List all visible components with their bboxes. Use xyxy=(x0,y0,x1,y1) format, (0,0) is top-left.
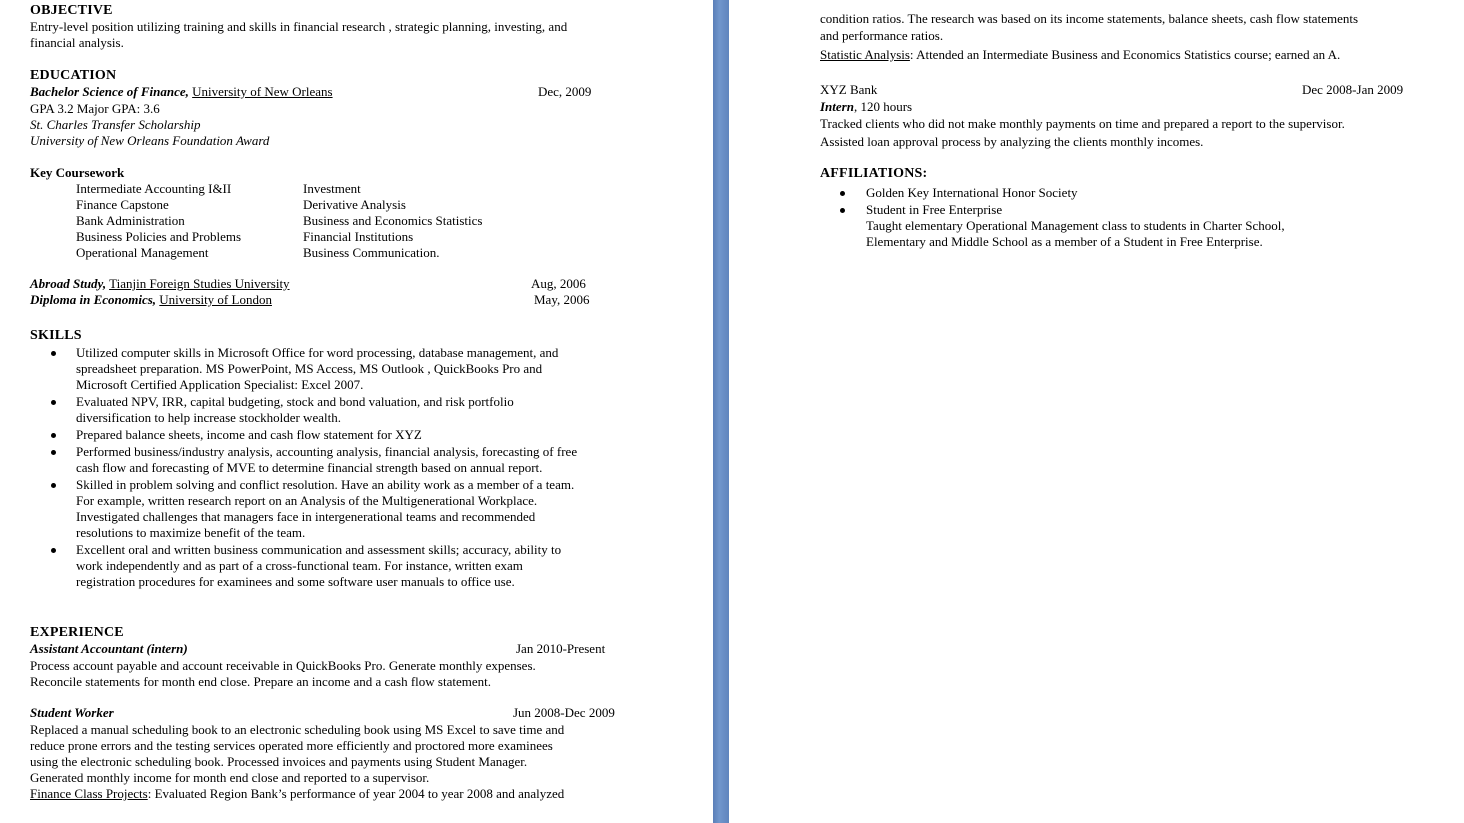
bullet-icon xyxy=(840,208,845,213)
degree-name: Bachelor Science of Finance, xyxy=(30,84,189,99)
abroad-date: Aug, 2006 xyxy=(531,276,586,291)
objective-heading: OBJECTIVE xyxy=(30,3,113,18)
skill-line: resolutions to maximize benefit of the team. xyxy=(76,525,306,540)
skills-heading: SKILLS xyxy=(30,328,82,343)
education-heading: EDUCATION xyxy=(30,68,117,83)
objective-line-2: financial analysis. xyxy=(30,35,124,50)
gpa: GPA 3.2 Major GPA: 3.6 xyxy=(30,101,160,116)
coursework-item: Finance Capstone xyxy=(76,197,169,212)
skill-line: spreadsheet preparation. MS PowerPoint, MS Access, MS Outlook , QuickBooks Pro and xyxy=(76,361,543,376)
bullet-icon xyxy=(51,433,56,438)
experience-heading: EXPERIENCE xyxy=(30,625,124,640)
resume-page-right xyxy=(729,0,1464,823)
award-2: University of New Orleans Foundation Award xyxy=(30,133,270,148)
diploma-date: May, 2006 xyxy=(534,292,590,307)
job-line: Process account payable and account receivable in QuickBooks Pro. Generate monthly expenses. xyxy=(30,658,536,673)
degree-line xyxy=(30,84,333,100)
coursework-item: Financial Institutions xyxy=(303,229,414,244)
coursework-heading: Key Coursework xyxy=(30,165,125,180)
skill-line: work independently and as part of a cross-functional team. For instance, written exam xyxy=(76,558,523,573)
bullet-icon xyxy=(51,400,56,405)
projects-label: Finance Class Projects xyxy=(30,786,148,801)
coursework-item: Business Communication. xyxy=(303,245,440,260)
affiliation-item: Student in Free Enterprise xyxy=(866,202,1003,217)
job-line: using the electronic scheduling book. Processed invoices and payments using Student Manager. xyxy=(30,754,528,769)
job-date: Jan 2010-Present xyxy=(516,641,606,656)
job-date: Jun 2008-Dec 2009 xyxy=(513,705,615,720)
statistic-label: Statistic Analysis xyxy=(820,47,910,62)
bullet-icon xyxy=(51,483,56,488)
skill-line: Evaluated NPV, IRR, capital budgeting, stock and bond valuation, and risk portfolio xyxy=(76,394,514,409)
statistic-text: : Attended an Intermediate Business and Economics Statistics course; earned an A. xyxy=(909,47,1341,62)
skill-line: diversification to help increase stockholder wealth. xyxy=(76,410,341,425)
affiliations-heading: AFFILIATIONS: xyxy=(820,166,928,181)
coursework-item: Business and Economics Statistics xyxy=(303,213,483,228)
abroad-school: Tianjin Foreign Studies University xyxy=(109,276,290,291)
coursework-item: Investment xyxy=(303,181,361,196)
projects-continued-1: condition ratios. The research was based on its income statements, balance sheets, cash flow statements xyxy=(820,11,1359,26)
page-gutter xyxy=(713,0,729,823)
statistic-line xyxy=(820,47,1340,63)
affiliation-detail: Taught elementary Operational Management class to students in Charter School, xyxy=(866,218,1285,233)
intern-hours: , 120 hours xyxy=(853,99,913,114)
coursework-item: Bank Administration xyxy=(76,213,185,228)
skill-line: For example, written research report on an Analysis of the Multigenerational Workplace. xyxy=(76,493,538,508)
degree-date: Dec, 2009 xyxy=(538,84,592,99)
job-line: Replaced a manual scheduling book to an electronic scheduling book using MS Excel to save time and xyxy=(30,722,565,737)
abroad-label: Abroad Study, xyxy=(30,276,107,291)
skill-line: Prepared balance sheets, income and cash flow statement for XYZ xyxy=(76,427,422,442)
skill-line: Utilized computer skills in Microsoft Office for word processing, database management, and xyxy=(76,345,559,360)
abroad-study-line xyxy=(30,276,290,292)
coursework-item: Business Policies and Problems xyxy=(76,229,242,244)
skill-line: Excellent oral and written business communication and assessment skills; accuracy, ability to xyxy=(76,542,562,557)
diploma-line xyxy=(30,292,272,308)
skill-line: Skilled in problem solving and conflict resolution. Have an ability work as a member of a team. xyxy=(76,477,575,492)
intern-duty-2: Assisted loan approval process by analyzing the clients monthly incomes. xyxy=(820,134,1204,149)
projects-line xyxy=(30,786,564,802)
award-1: St. Charles Transfer Scholarship xyxy=(30,117,201,132)
skill-line: registration procedures for examinees and some software user manuals to office use. xyxy=(76,574,515,589)
projects-continued-2: and performance ratios. xyxy=(820,28,944,43)
degree-school: University of New Orleans xyxy=(192,84,333,99)
intern-duty-1: Tracked clients who did not make monthly payments on time and prepared a report to the supervisor. xyxy=(820,116,1345,131)
skill-line: cash flow and forecasting of MVE to determine financial strength based on annual report. xyxy=(76,460,543,475)
job-line: reduce prone errors and the testing services operated more efficiently and proctored more examinees xyxy=(30,738,553,753)
intern-line xyxy=(820,99,912,115)
affiliation-detail: Elementary and Middle School as a member of a Student in Free Enterprise. xyxy=(866,234,1263,249)
diploma-school: University of London xyxy=(159,292,272,307)
bullet-icon xyxy=(51,450,56,455)
coursework-item: Derivative Analysis xyxy=(303,197,406,212)
diploma-label: Diploma in Economics, xyxy=(30,292,157,307)
resume-page-left xyxy=(0,0,713,823)
company-date: Dec 2008-Jan 2009 xyxy=(1302,82,1404,97)
skill-line: Microsoft Certified Application Specialist: Excel 2007. xyxy=(76,377,364,392)
job-title: Assistant Accountant (intern) xyxy=(30,641,188,656)
affiliation-item: Golden Key International Honor Society xyxy=(866,185,1078,200)
intern-title: Intern xyxy=(820,99,854,114)
job-line: Reconcile statements for month end close. Prepare an income and a cash flow statement. xyxy=(30,674,491,689)
company-name: XYZ Bank xyxy=(820,82,878,97)
bullet-icon xyxy=(840,191,845,196)
bullet-icon xyxy=(51,351,56,356)
job-title: Student Worker xyxy=(30,705,114,720)
coursework-item: Intermediate Accounting I&II xyxy=(76,181,232,196)
projects-text: : Evaluated Region Bank’s performance of year 2004 to year 2008 and analyzed xyxy=(147,786,565,801)
skill-line: Investigated challenges that managers face in intergenerational teams and recommended xyxy=(76,509,536,524)
coursework-item: Operational Management xyxy=(76,245,209,260)
job-line: Generated monthly income for month end close and reported to a supervisor. xyxy=(30,770,430,785)
bullet-icon xyxy=(51,548,56,553)
objective-line-1: Entry-level position utilizing training and skills in financial research , strategic planning, investing, and xyxy=(30,19,568,34)
skill-line: Performed business/industry analysis, accounting analysis, financial analysis, forecasting of free xyxy=(76,444,578,459)
